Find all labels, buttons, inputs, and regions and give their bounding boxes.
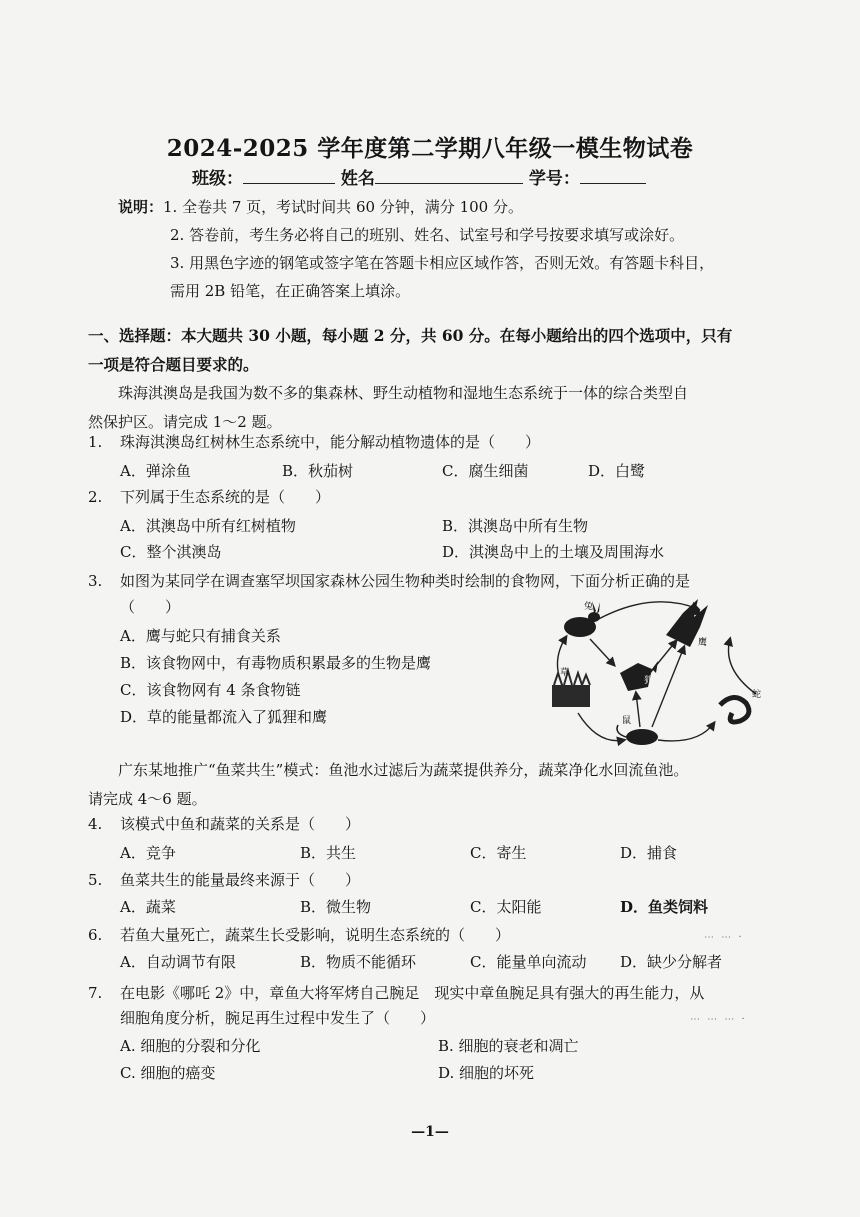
student-info-line xyxy=(192,164,672,189)
instruction-item: 3. 用黑色字迹的钢笔或签字笔在答题卡相应区域作答，否则无效。有答题卡科目， xyxy=(170,254,715,272)
page-number: —1— xyxy=(411,1124,449,1140)
question-stem: 珠海淇澳岛红树林生态系统中，能分解动植物遗体的是（ ） xyxy=(120,433,541,451)
option-c[interactable]: C．能量单向流动 xyxy=(470,953,587,971)
option-b[interactable]: B．微生物 xyxy=(300,898,372,916)
context-paragraph-2: 广东某地推广“鱼菜共生”模式：鱼池水过滤后为蔬菜提供养分，蔬菜净化水回流鱼池。 请完成 4～6 题。 xyxy=(88,761,689,808)
question-1: 1. 珠海淇澳岛红树林生态系统中，能分解动植物遗体的是（ ） xyxy=(88,433,541,451)
option-c[interactable]: C．该食物网有 4 条食物链 xyxy=(120,681,301,699)
instruction-item: 需用 2B 铅笔，在正确答案上填涂。 xyxy=(170,282,411,300)
option-d[interactable]: D. 细胞的坏死 xyxy=(438,1064,535,1082)
option-a[interactable]: A．鹰与蛇只有捕食关系 xyxy=(120,627,281,645)
question-3: 3. 如图为某同学在调查塞罕坝国家森林公园生物种类时绘制的食物网，下面分析正确的是 xyxy=(88,572,691,590)
rabbit-label: 兔 xyxy=(584,602,594,612)
option-d[interactable]: D．缺少分解者 xyxy=(620,953,723,971)
option-b[interactable]: B．共生 xyxy=(300,844,357,862)
option-b[interactable]: B．该食物网中，有毒物质积累最多的生物是鹰 xyxy=(120,654,432,672)
option-a[interactable]: A．竞争 xyxy=(120,844,176,862)
option-d[interactable]: D．淇澳岛中上的土壤及周围海水 xyxy=(442,543,665,561)
option-c[interactable]: C．寄生 xyxy=(470,844,527,862)
option-d[interactable]: D．捕食 xyxy=(620,844,678,862)
question-stem: 在电影《哪吒 2》中，章鱼大将军烤自己腕足 现实中章鱼腕足具有强大的再生能力，从 xyxy=(120,984,705,1002)
option-b[interactable]: B．秋茄树 xyxy=(282,462,354,480)
name-blank[interactable] xyxy=(375,169,523,184)
mouse-label: 鼠 xyxy=(622,716,632,726)
id-label: 学号： xyxy=(528,169,580,189)
instruction-item: 1. 全卷共 7 页，考试时间共 60 分钟，满分 100 分。 xyxy=(163,198,523,216)
option-c[interactable]: C．腐生细菌 xyxy=(442,462,529,480)
eagle-label: 鹰 xyxy=(698,638,708,648)
section-heading: 一、选择题：本大题共 30 小题，每小题 2 分，共 60 分。在每小题给出的四个选项中，只有 一项是符合题目要求的。 xyxy=(88,326,733,374)
option-d[interactable]: D．草的能量都流入了狐狸和鹰 xyxy=(120,708,328,726)
option-d[interactable]: D．白鹭 xyxy=(588,462,646,480)
grass-picture xyxy=(552,671,590,707)
snake-picture xyxy=(720,697,749,722)
option-b[interactable]: B．物质不能循环 xyxy=(300,953,417,971)
option-c[interactable]: C．太阳能 xyxy=(470,898,542,916)
option-a[interactable]: A. 细胞的分裂和分化 xyxy=(120,1037,261,1055)
class-label: 班级： xyxy=(192,169,243,189)
instructions-label: 说明： xyxy=(118,198,164,216)
option-a[interactable]: A．淇澳岛中所有红树植物 xyxy=(120,517,296,535)
name-label: 姓名 xyxy=(340,169,375,189)
scan-speck: ⋯ ⋯ · xyxy=(704,932,744,943)
question-7-stem-end: 细胞角度分析，腕足再生过程中发生了（ ） xyxy=(120,1009,436,1027)
question-4: 4. 该模式中鱼和蔬菜的关系是（ ） xyxy=(88,815,361,833)
instructions xyxy=(118,193,798,305)
grass-label: 草 xyxy=(560,668,570,678)
option-b[interactable]: B. 细胞的衰老和凋亡 xyxy=(438,1037,579,1055)
fox-label: 狐 xyxy=(644,676,654,686)
question-2: 2. 下列属于生态系统的是（ ） xyxy=(88,488,331,506)
scan-speck: ⋯ ⋯ ⋯ · xyxy=(690,1014,747,1025)
question-stem: 若鱼大量死亡，蔬菜生长受影响，说明生态系统的（ ） xyxy=(120,926,511,944)
question-6: 6. 若鱼大量死亡，蔬菜生长受影响，说明生态系统的（ ） xyxy=(88,926,511,944)
option-a[interactable]: A．自动调节有限 xyxy=(120,953,236,971)
option-a[interactable]: A．蔬菜 xyxy=(120,898,176,916)
question-stem: 鱼菜共生的能量最终来源于（ ） xyxy=(120,871,361,889)
option-d[interactable]: D．鱼类饲料 xyxy=(620,898,709,916)
option-b[interactable]: B．淇澳岛中所有生物 xyxy=(442,517,589,535)
question-5: 5. 鱼菜共生的能量最终来源于（ ） xyxy=(88,871,361,889)
class-blank[interactable] xyxy=(243,169,335,184)
question-3-stem-end: （ ） xyxy=(120,598,181,616)
id-blank[interactable] xyxy=(580,169,646,184)
option-a[interactable]: A．弹涂鱼 xyxy=(120,462,191,480)
option-c[interactable]: C. 细胞的癌变 xyxy=(120,1064,216,1082)
mouse-picture xyxy=(617,725,658,745)
option-c[interactable]: C．整个淇澳岛 xyxy=(120,543,222,561)
instruction-item: 2. 答卷前，考生务必将自己的班别、姓名、试室号和学号按要求填写或涂好。 xyxy=(170,226,685,244)
question-stem: 该模式中鱼和蔬菜的关系是（ ） xyxy=(120,815,361,833)
food-web-diagram xyxy=(548,595,780,753)
exam-title: 2024-2025 学年度第二学期八年级一模生物试卷 xyxy=(166,135,694,162)
question-stem: 下列属于生态系统的是（ ） xyxy=(120,488,331,506)
rabbit-picture xyxy=(564,601,600,637)
question-stem: 如图为某同学在调查塞罕坝国家森林公园生物种类时绘制的食物网，下面分析正确的是 xyxy=(120,572,691,590)
snake-label: 蛇 xyxy=(752,690,762,700)
context-paragraph-1: 珠海淇澳岛是我国为数不多的集森林、野生动植物和湿地生态系统于一体的综合类型自 然保护区。请完成 1～2 题。 xyxy=(88,384,689,431)
question-7: 7. 在电影《哪吒 2》中，章鱼大将军烤自己腕足 现实中章鱼腕足具有强大的再生能力，从 xyxy=(88,984,705,1002)
